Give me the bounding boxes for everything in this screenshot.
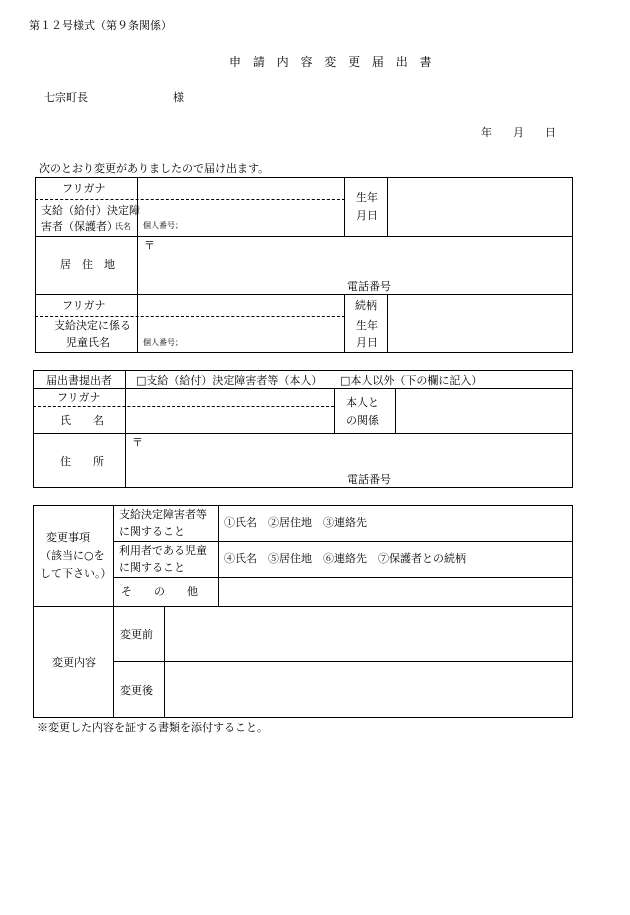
change-items-label: （該当に○を — [40, 549, 105, 562]
divider — [395, 388, 396, 433]
form-number: 第１２号様式（第９条関係） — [29, 19, 172, 32]
divider — [387, 177, 388, 236]
divider — [33, 388, 573, 389]
row3-label: そ の 他 — [121, 585, 198, 598]
divider — [33, 433, 573, 434]
divider — [113, 577, 573, 578]
divider — [218, 505, 219, 606]
divider — [344, 177, 345, 236]
change-items-label: して下さい。） — [40, 567, 112, 580]
intro-text: 次のとおり変更がありましたので届け出ます。 — [39, 162, 270, 175]
child-furigana-label: フリガナ — [62, 299, 106, 312]
child-birthdate-label: 生年 — [356, 319, 378, 332]
personal-number-label: 個人番号； — [143, 221, 183, 230]
addressee: 七宗町長 — [44, 91, 88, 104]
date-year: 年 — [481, 126, 492, 139]
divider — [113, 661, 573, 662]
row1-options[interactable]: ①氏名 ②居住地 ③連絡先 — [224, 516, 367, 529]
row2-options[interactable]: ④氏名 ⑤居住地 ⑥連絡先 ⑦保護者との続柄 — [224, 552, 466, 565]
divider — [164, 606, 165, 718]
furigana-label: フリガナ — [62, 182, 106, 195]
divider — [334, 388, 335, 433]
child-name-label: 児童氏名 — [66, 336, 110, 349]
row1-label: に関すること — [119, 525, 185, 538]
submitter-label: 届出書提出者 — [46, 374, 112, 387]
row1-label: 支給決定障害者等 — [119, 508, 207, 521]
child-personal-number-label: 個人番号； — [143, 338, 183, 347]
child-birthdate-label: 月日 — [356, 336, 378, 349]
birthdate-label: 生年 — [356, 191, 378, 204]
divider — [125, 370, 126, 488]
name-suffix-label: 氏名 — [115, 222, 131, 231]
submitter-address-label: 住 所 — [60, 455, 104, 468]
date-month: 月 — [513, 126, 524, 139]
page-title: 申 請 内 容 変 更 届 出 書 — [229, 55, 436, 69]
divider — [35, 316, 345, 317]
relation-to-self-label: 本人と — [346, 396, 379, 409]
divider — [35, 294, 573, 295]
submitter-postal-mark: 〒 — [132, 436, 143, 449]
divider — [387, 294, 388, 353]
footer-note: ※変更した内容を証する書類を添付すること。 — [37, 721, 268, 734]
content-label: 変更内容 — [52, 656, 96, 669]
divider — [33, 606, 573, 607]
submitter-name-label: 氏 名 — [60, 414, 104, 427]
postal-mark: 〒 — [144, 239, 155, 252]
phone-label: 電話番号 — [347, 280, 391, 293]
before-label: 変更前 — [120, 628, 153, 641]
relation-to-self-label: の関係 — [346, 414, 379, 427]
divider — [344, 294, 345, 353]
change-items-label: 変更事項 — [46, 531, 90, 544]
submitter-option-other[interactable]: □本人以外（下の欄に記入） — [340, 374, 483, 387]
honorific: 様 — [173, 91, 184, 104]
divider — [35, 236, 573, 237]
child-name-label: 支給決定に係る — [54, 319, 131, 332]
row2-label: 利用者である児童 — [119, 544, 207, 557]
date-day: 日 — [545, 126, 556, 139]
relation-label: 続柄 — [355, 299, 377, 312]
submitter-furigana-label: フリガナ — [57, 391, 101, 404]
divider — [33, 406, 334, 407]
recipient-label: 害者（保護者） — [41, 220, 118, 233]
recipient-label: 支給（給付）決定障 — [41, 204, 140, 217]
birthdate-label: 月日 — [356, 209, 378, 222]
divider — [113, 505, 114, 718]
divider — [35, 199, 345, 200]
row2-label: に関すること — [119, 561, 185, 574]
change-table — [33, 505, 573, 718]
submitter-option-self[interactable]: □支給（給付）決定障害者等（本人） — [136, 374, 323, 387]
after-label: 変更後 — [120, 684, 153, 697]
submitter-phone-label: 電話番号 — [347, 473, 391, 486]
divider — [113, 541, 573, 542]
residence-label: 居 住 地 — [60, 258, 115, 271]
